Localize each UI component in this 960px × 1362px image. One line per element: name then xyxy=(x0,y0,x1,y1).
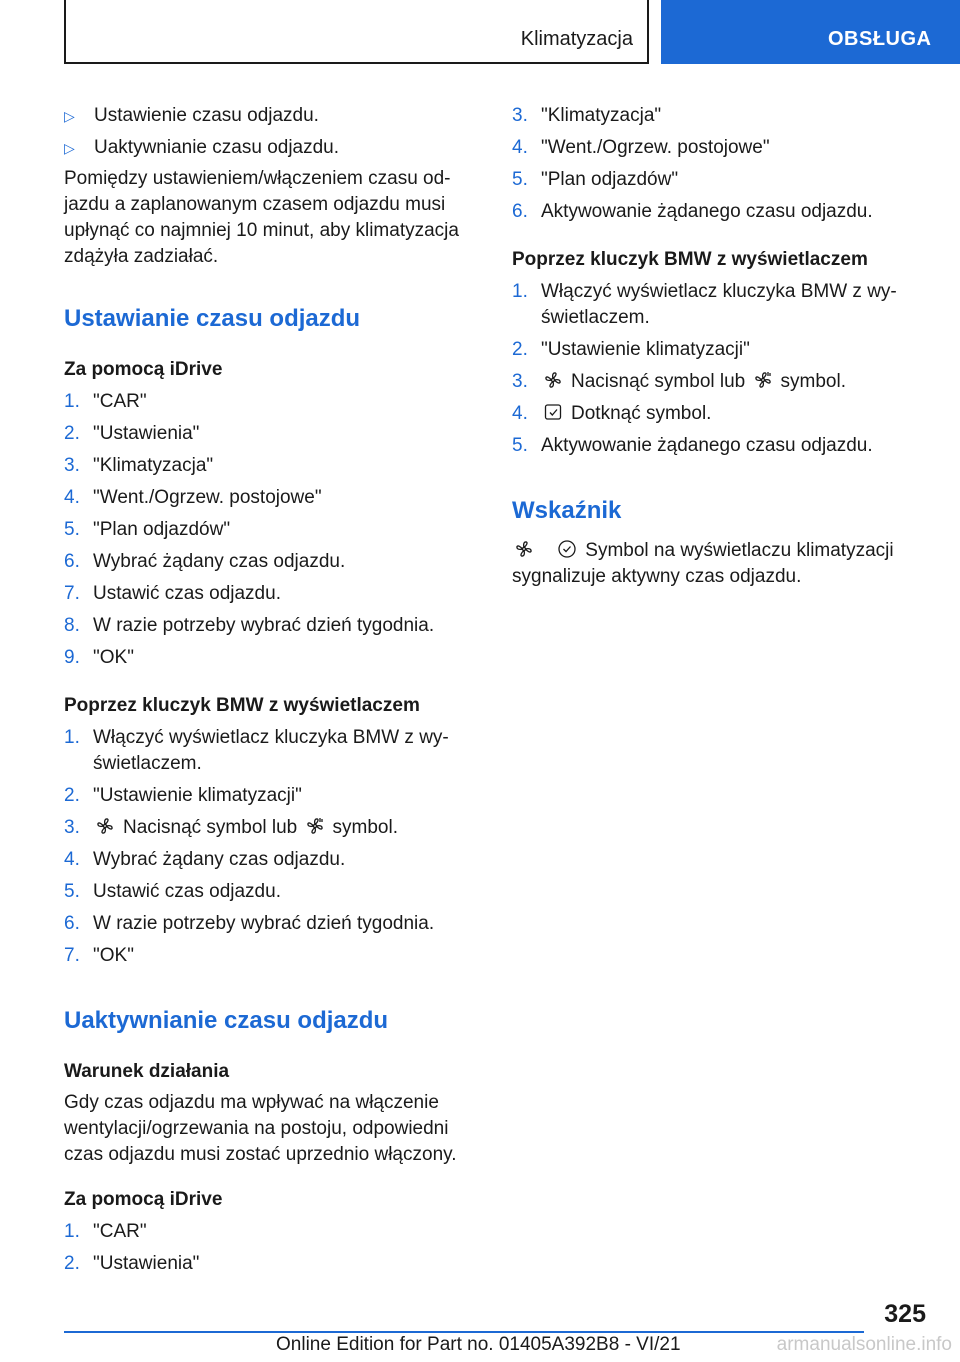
section-tab-label: OBSŁUGA xyxy=(828,28,932,50)
section-tab xyxy=(661,0,960,64)
step-item: 4. "Went./Ogrzew. postojowe" xyxy=(64,487,322,508)
step-item: 7. "OK" xyxy=(64,945,134,966)
fan-timer-icon xyxy=(305,816,325,836)
watermark: armanualsonline.info xyxy=(776,1334,952,1355)
bullet-text: Uaktywnianie czasu odjazdu. xyxy=(94,137,340,158)
step-item: 1. "CAR" xyxy=(64,1221,147,1242)
step-item: 2. "Ustawienie klimatyzacji" xyxy=(64,785,302,806)
step-item: 6. Aktywowanie żądanego czasu odjazdu. xyxy=(512,201,873,222)
subheading-idrive: Za pomocą iDrive xyxy=(64,359,223,380)
right-column xyxy=(512,100,912,590)
triangle-bullet-icon: ▷ xyxy=(64,140,75,156)
step-item: 4. Wybrać żądany czas odjazdu. xyxy=(64,849,346,870)
fan-icon xyxy=(543,370,563,390)
fan-icon xyxy=(514,539,534,559)
section-heading-indicator: Wskaźnik xyxy=(512,497,622,524)
step-item: 2. "Ustawienia" xyxy=(64,1253,200,1274)
step-item: 5. Ustawić czas odjazdu. xyxy=(64,881,281,902)
fan-timer-icon xyxy=(753,370,773,390)
indicator-line: Symbol na wyświetlaczu klimatyzacji xyxy=(585,540,894,561)
step-item: 1. "CAR" xyxy=(64,391,147,412)
chapter-title: Klimatyzacja xyxy=(520,28,633,50)
step-item: 1. Włączyć wyświetlacz kluczyka BMW z wy- świetlaczem. xyxy=(64,727,449,774)
section-heading-activate-departure: Uaktywnianie czasu odjazdu xyxy=(64,1007,389,1034)
step-item: 4. Dotknąć symbol. xyxy=(512,403,712,424)
step-item: 3. "Klimatyzacja" xyxy=(512,105,662,126)
step-item: 5. "Plan odjazdów" xyxy=(64,519,231,540)
step-item: 3. Nacisnąć symbol lub symbol. xyxy=(64,817,398,838)
idrive-steps-2 xyxy=(64,1216,464,1280)
bullet-item xyxy=(64,100,464,132)
touch-check-icon xyxy=(543,402,563,422)
intro-line: upłynąć co najmniej 10 minut, aby klimatyzacja xyxy=(64,220,459,241)
intro-paragraph xyxy=(64,166,464,270)
idrive-steps xyxy=(64,386,464,674)
idrive-steps-continued xyxy=(512,100,912,228)
fan-icon xyxy=(95,816,115,836)
step-item: 3. "Klimatyzacja" xyxy=(64,455,214,476)
subheading-bmw-key: Poprzez kluczyk BMW z wyświetlaczem xyxy=(64,695,420,716)
bullet-item xyxy=(64,132,464,164)
page-number: 325 xyxy=(884,1300,926,1328)
condition-paragraph: Gdy czas odjazdu ma wpływać na włączenie wentylacji/ogrzewania na postoju, odpowiedni czas odjazdu musi zostać uprzednio włączony. xyxy=(64,1092,457,1165)
subheading-idrive: Za pomocą iDrive xyxy=(64,1189,223,1210)
subheading-bmw-key: Poprzez kluczyk BMW z wyświetlaczem xyxy=(512,249,868,270)
step-item: 3. Nacisnąć symbol lub symbol. xyxy=(512,371,846,392)
step-item: 1. Włączyć wyświetlacz kluczyka BMW z wy- świetlaczem. xyxy=(512,281,897,328)
edition-text: Online Edition for Part no. 01405A392B8 - VI/21 xyxy=(276,1334,681,1355)
subheading-condition: Warunek działania xyxy=(64,1061,230,1082)
step-item: 7. Ustawić czas odjazdu. xyxy=(64,583,281,604)
indicator-line: sygnalizuje aktywny czas odjazdu. xyxy=(512,566,802,587)
step-item: 4. "Went./Ogrzew. postojowe" xyxy=(512,137,770,158)
key-steps-activate xyxy=(512,276,912,462)
left-column xyxy=(64,100,464,1280)
bullet-text: Ustawienie czasu odjazdu. xyxy=(94,105,319,126)
footer-divider xyxy=(64,1331,864,1333)
clock-check-icon xyxy=(557,539,577,559)
step-item: 6. W razie potrzeby wybrać dzień tygodnia. xyxy=(64,913,435,934)
step-item: 5. Aktywowanie żądanego czasu odjazdu. xyxy=(512,435,873,456)
intro-line: Pomiędzy ustawieniem/włączeniem czasu od- xyxy=(64,168,451,189)
step-item: 2. "Ustawienia" xyxy=(64,423,200,444)
intro-line: zdążyła zadziałać. xyxy=(64,246,219,267)
step-item: 2. "Ustawienie klimatyzacji" xyxy=(512,339,750,360)
step-item: 6. Wybrać żądany czas odjazdu. xyxy=(64,551,346,572)
key-steps xyxy=(64,722,464,972)
section-heading-set-departure: Ustawianie czasu odjazdu xyxy=(64,305,361,332)
indicator-paragraph xyxy=(512,538,912,590)
step-item: 8. W razie potrzeby wybrać dzień tygodnia. xyxy=(64,615,435,636)
triangle-bullet-icon: ▷ xyxy=(64,108,75,124)
step-item: 9. "OK" xyxy=(64,647,134,668)
step-item: 5. "Plan odjazdów" xyxy=(512,169,679,190)
intro-line: jazdu a zaplanowanym czasem odjazdu musi xyxy=(64,194,446,215)
header-box xyxy=(64,0,649,64)
